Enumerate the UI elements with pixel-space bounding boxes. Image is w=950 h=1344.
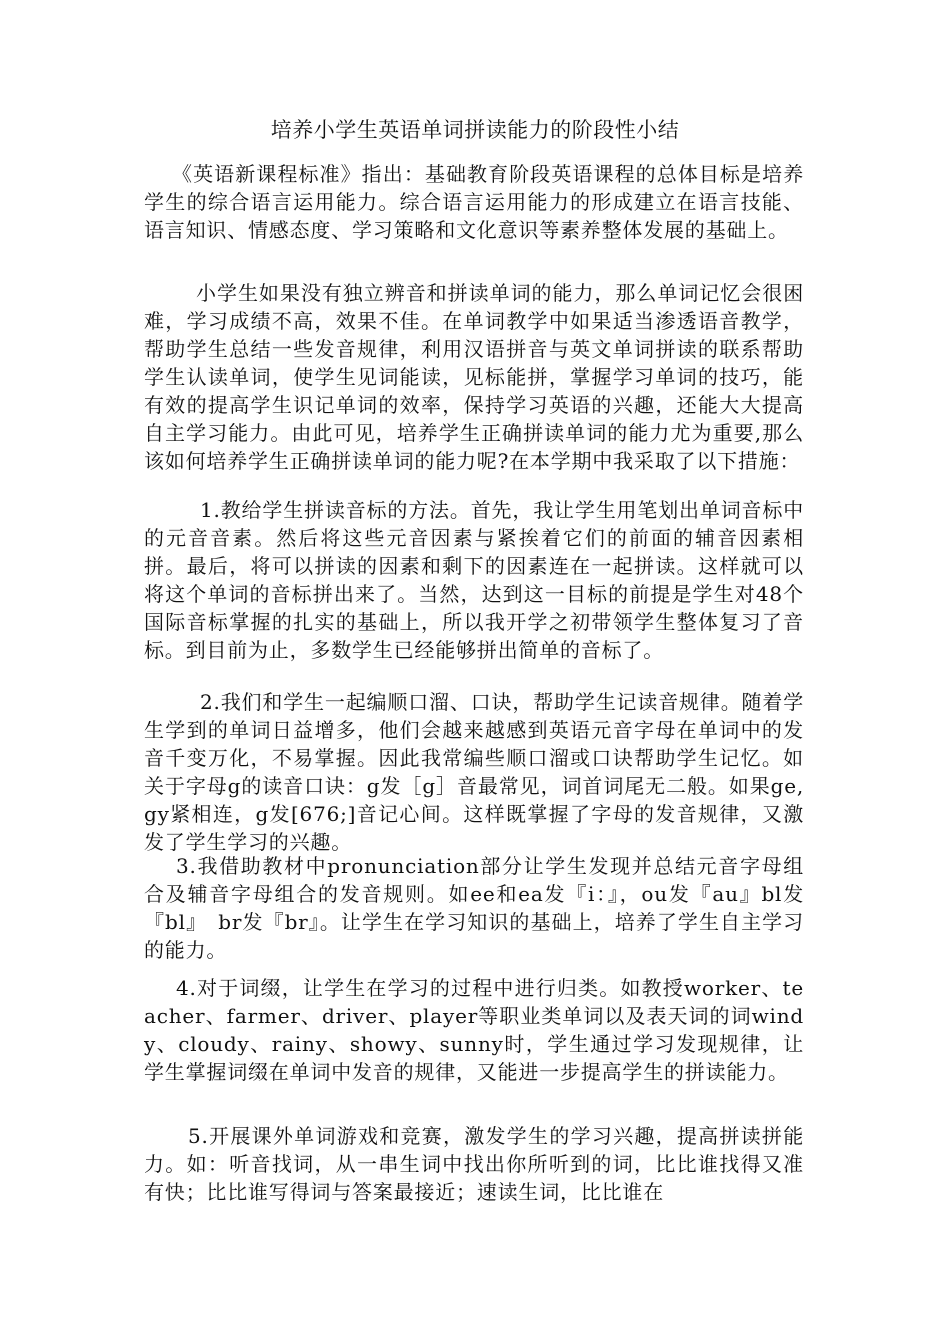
paragraph-measure-3: 3.我借助教材中pronunciation部分让学生发现并总结元音字母组合及辅音字母组合的发音规则。如ee和ea发『i：』，ou发『au』bl发『bl』 br发『br』。让学生在学习知识的基础上，培养了学生自主学习的能力。	[144, 854, 804, 962]
paragraph-measure-2: 2.我们和学生一起编顺口溜、口诀，帮助学生记读音规律。随着学生学到的单词日益增多，他们会越来越感到英语元音字母在单词中的发音千变万化，不易掌握。因此我常编些顺口溜或口诀帮助学生记忆。如关于字母g的读音口诀：g发［g］音最常见，词首词尾无二般。如果ge, gy紧相连，g发[676;]音记心间。这样既掌握了字母的发音规律，又激发了学生学习的兴趣。	[144, 690, 804, 854]
paragraph-intro: 《英语新课程标准》指出：基础教育阶段英语课程的总体目标是培养学生的综合语言运用能力。综合语言运用能力的形成建立在语言技能、语言知识、情感态度、学习策略和文化意识等素养整体发展的基础上。	[144, 162, 804, 242]
paragraph-measure-4: 4.对于词缀，让学生在学习的过程中进行归类。如教授worker、teacher、farmer、driver、player等职业类单词以及表天词的词windy、cloudy、rainy、showy、sunny时，学生通过学习发现规律，让学生掌握词缀在单词中发音的规律，又能进一步提高学生的拼读能力。	[144, 976, 804, 1084]
document-title: 培养小学生英语单词拼读能力的阶段性小结	[270, 118, 680, 142]
paragraph-measure-1: 1.教给学生拼读音标的方法。首先，我让学生用笔划出单词音标中的元音音素。然后将这些元音因素与紧挨着它们的前面的辅音因素相拼。最后，将可以拼读的因素和剩下的因素连在一起拼读。这样就可以将这个单词的音标拼出来了。当然，达到这一目标的前提是学生对48个国际音标掌握的扎实的基础上，所以我开学之初带领学生整体复习了音标。到目前为止，多数学生已经能够拼出简单的音标了。	[144, 498, 804, 662]
paragraph-importance: 小学生如果没有独立辨音和拼读单词的能力，那么单词记忆会很困难，学习成绩不高，效果不佳。在单词教学中如果适当渗透语音教学，帮助学生总结一些发音规律，利用汉语拼音与英文单词拼读的联系帮助学生认读单词，使学生见词能读，见标能拼，掌握学习单词的技巧，能有效的提高学生识记单词的效率，保持学习英语的兴趣，还能大大提高自主学习能力。由此可见，培养学生正确拼读单词的能力尤为重要,那么该如何培养学生正确拼读单词的能力呢?在本学期中我采取了以下措施：	[144, 281, 804, 473]
paragraph-measure-5: 5.开展课外单词游戏和竞赛，激发学生的学习兴趣，提高拼读拼能力。如：听音找词，从一串生词中找出你所听到的词，比比谁找得又准有快；比比谁写得词与答案最接近；速读生词，比比谁在	[144, 1124, 804, 1204]
